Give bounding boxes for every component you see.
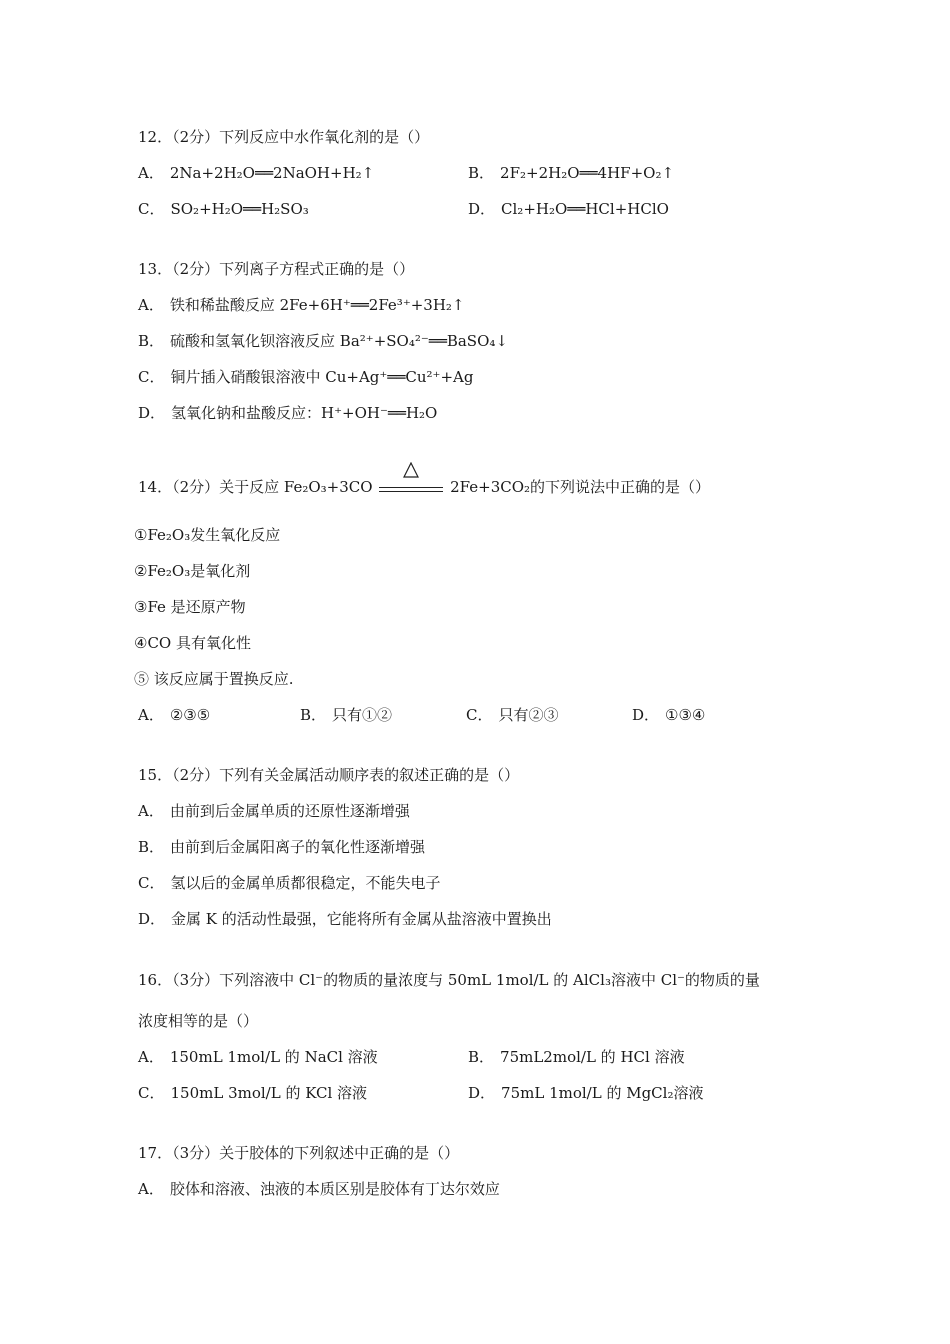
option-text: 氢以后的金属单质都很稳定，不能失电子 xyxy=(170,874,441,892)
option-text: 150mL 1mol/L 的 NaCl 溶液 xyxy=(169,1048,378,1066)
option-label: C． xyxy=(138,874,165,892)
option-label: C． xyxy=(138,200,165,218)
triangle-icon xyxy=(403,462,419,478)
option-text: 硫酸和氢氧化钡溶液反应 Ba²⁺+SO₄²⁻══BaSO₄↓ xyxy=(170,332,508,350)
stem-after-arrow: 2Fe+3CO₂的下列说法中正确的是（） xyxy=(450,478,711,496)
option-text: ②③⑤ xyxy=(169,706,211,724)
option-label: B． xyxy=(468,164,495,182)
q14-statement-2: ②Fe₂O₃是氧化剂 xyxy=(134,562,251,580)
q13-option-c xyxy=(138,367,473,387)
question-16-stem-line-1: 16．（3分）下列溶液中 Cl⁻的物质的量浓度与 50mL 1mol/L 的 AlCl₃溶液中 Cl⁻的物质的量 xyxy=(138,971,760,989)
option-text: 铁和稀盐酸反应 2Fe+6H⁺══2Fe³⁺+3H₂↑ xyxy=(169,296,465,314)
option-text: 氢氧化钠和盐酸反应：H⁺+OH⁻══H₂O xyxy=(171,404,438,422)
q12-option-b xyxy=(468,163,674,183)
question-17-stem: 17．（3分）关于胶体的下列叙述中正确的是（） xyxy=(138,1144,460,1162)
option-text: 2Na+2H₂O══2NaOH+H₂↑ xyxy=(169,164,375,182)
q16-option-d xyxy=(468,1083,703,1103)
q16-option-a xyxy=(138,1047,378,1067)
option-text: ①③④ xyxy=(665,706,706,724)
question-15-stem: 15．（2分）下列有关金属活动顺序表的叙述正确的是（） xyxy=(138,766,520,784)
question-13-stem: 13．（2分）下列离子方程式正确的是（） xyxy=(138,260,415,278)
option-label: B． xyxy=(468,1048,495,1066)
option-label: B． xyxy=(300,706,327,724)
option-text: Cl₂+H₂O══HCl+HClO xyxy=(501,200,669,218)
option-text: 75mL 1mol/L 的 MgCl₂溶液 xyxy=(501,1084,704,1102)
q12-option-c xyxy=(138,199,309,219)
option-text: 只有②③ xyxy=(498,706,559,724)
option-label: A． xyxy=(138,164,164,182)
option-label: D． xyxy=(468,200,496,218)
option-label: A． xyxy=(138,1180,164,1198)
option-label: D． xyxy=(138,910,166,928)
q14-statement-1: ①Fe₂O₃发生氧化反应 xyxy=(134,526,281,544)
option-text: 2F₂+2H₂O══4HF+O₂↑ xyxy=(500,164,675,182)
q14-statement-4: ④CO 具有氧化性 xyxy=(134,634,251,652)
option-label: C． xyxy=(138,1084,165,1102)
option-text: 75mL2mol/L 的 HCl 溶液 xyxy=(500,1048,685,1066)
option-label: D． xyxy=(468,1084,496,1102)
q14-statement-5: ⑤ 该反应属于置换反应. xyxy=(134,670,294,688)
q14-option-b xyxy=(300,705,392,725)
q12-option-a xyxy=(138,163,374,183)
q15-option-a xyxy=(138,801,410,821)
question-16-stem-line-2: 浓度相等的是（） xyxy=(138,1012,259,1030)
q14-option-d xyxy=(632,705,705,725)
option-label: B． xyxy=(138,332,165,350)
option-label: C． xyxy=(138,368,165,386)
q14-option-c xyxy=(466,705,559,725)
q15-option-b xyxy=(138,837,425,857)
q16-option-b xyxy=(468,1047,685,1067)
option-text: SO₂+H₂O══H₂SO₃ xyxy=(170,200,309,218)
option-text: 由前到后金属阳离子的氧化性逐渐增强 xyxy=(170,838,426,856)
option-label: D． xyxy=(138,404,166,422)
option-text: 150mL 3mol/L 的 KCl 溶液 xyxy=(170,1084,368,1102)
q14-option-a xyxy=(138,705,210,725)
q15-option-d xyxy=(138,909,552,929)
option-text: 只有①② xyxy=(332,706,393,724)
heating-arrow-icon xyxy=(379,478,443,498)
option-label: A． xyxy=(138,296,164,314)
option-text: 由前到后金属单质的还原性逐渐增强 xyxy=(169,802,410,820)
option-text: 胶体和溶液、浊液的本质区别是胶体有丁达尔效应 xyxy=(169,1180,500,1198)
q17-option-a xyxy=(138,1179,500,1199)
q13-option-a xyxy=(138,295,465,315)
q14-statement-3: ③Fe 是还原产物 xyxy=(134,598,246,616)
q15-option-c xyxy=(138,873,441,893)
q13-option-b xyxy=(138,331,508,351)
option-text: 金属 K 的活动性最强，它能将所有金属从盐溶液中置换出 xyxy=(171,910,552,928)
option-label: A． xyxy=(138,802,164,820)
option-label: B． xyxy=(138,838,165,856)
q16-option-c xyxy=(138,1083,367,1103)
option-label: D． xyxy=(632,706,660,724)
option-label: C． xyxy=(466,706,493,724)
q13-option-d xyxy=(138,403,437,423)
question-14-stem xyxy=(138,477,710,498)
option-label: A． xyxy=(138,1048,164,1066)
stem-before-arrow: 14．（2分）关于反应 Fe₂O₃+3CO xyxy=(138,478,373,496)
option-text: 铜片插入硝酸银溶液中 Cu+Ag⁺══Cu²⁺+Ag xyxy=(170,368,474,386)
option-label: A． xyxy=(138,706,164,724)
q12-option-d xyxy=(468,199,669,219)
question-12-stem: 12．（2分）下列反应中水作氧化剂的是（） xyxy=(138,128,430,146)
